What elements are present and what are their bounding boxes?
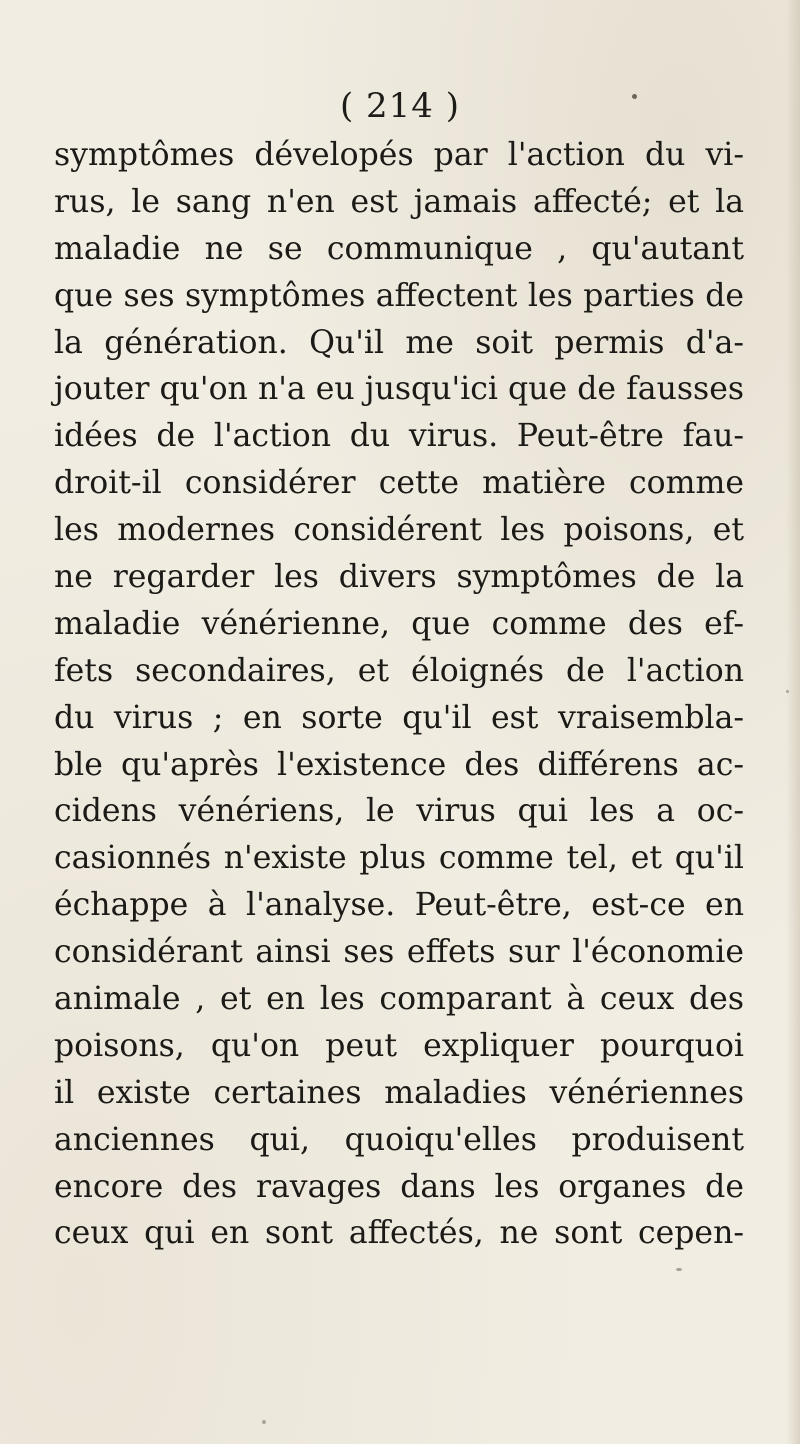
text-line-8: droit-il considérer cette matière comme [54,465,744,502]
page-number: ( 214 ) [339,86,461,126]
text-line-4: que ses symptômes affectent les parties de [54,277,744,314]
text-line-7: idées de l'action du virus. Peut-être fau- [54,418,744,455]
paper-speck [262,1420,266,1424]
text-line-13: du virus ; en sorte qu'il est vraisembla- [54,699,744,736]
text-line-24: ceux qui en sont affectés, ne sont cepen- [54,1215,744,1252]
text-line-12: fets secondaires, et éloignés de l'action [54,652,744,689]
text-line-3: maladie ne se communique , qu'autant [54,230,744,267]
text-line-16: casionnés n'existe plus comme tel, et qu'il [54,840,744,877]
text-line-23: encore des ravages dans les organes de [54,1168,744,1205]
text-line-15: cidens vénériens, le virus qui les a oc- [54,793,744,830]
text-line-5: la génération. Qu'il me soit permis d'a- [54,324,744,361]
text-line-19: animale , et en les comparant à ceux des [54,981,744,1018]
text-line-11: maladie vénérienne, que comme des ef- [54,605,744,642]
paper-speck [676,1268,682,1271]
text-line-2: rus, le sang n'en est jamais affecté; et la [54,183,744,220]
text-line-21: il existe certaines maladies vénériennes [54,1074,744,1111]
page-edge-shadow [786,0,800,1444]
body-text [54,132,744,1257]
text-line-10: ne regarder les divers symptômes de la [54,559,744,596]
text-line-18: considérant ainsi ses effets sur l'économie [54,934,744,971]
text-line-20: poisons, qu'on peut expliquer pourquoi [54,1027,744,1064]
text-line-17: échappe à l'analyse. Peut-être, est-ce en [54,887,744,924]
text-line-14: ble qu'après l'existence des différens ac- [54,746,744,783]
text-line-22: anciennes qui, quoiqu'elles produisent [54,1121,744,1158]
text-line-9: les modernes considérent les poisons, et [54,512,744,549]
text-line-6: jouter qu'on n'a eu jusqu'ici que de fausses [54,371,744,408]
text-line-1: symptômes dévelopés par l'action du vi- [54,137,744,173]
paper-speck [786,690,789,693]
paper-speck [632,94,637,99]
